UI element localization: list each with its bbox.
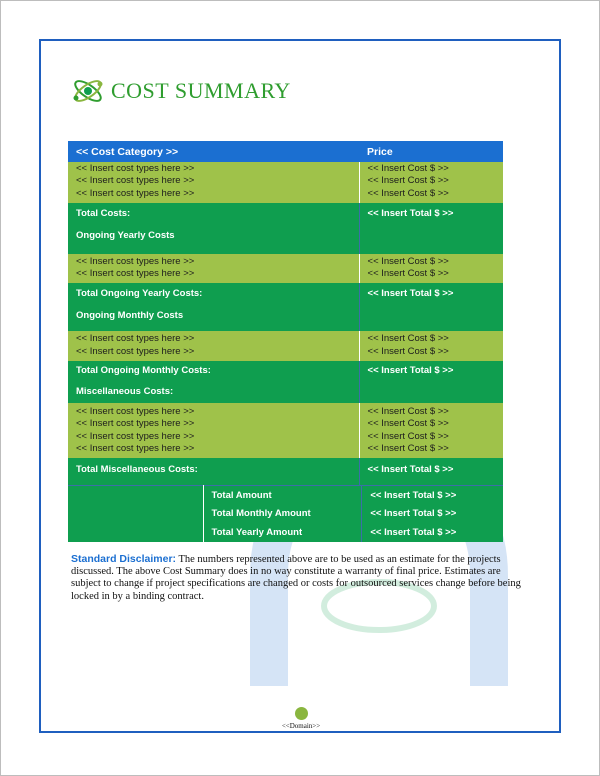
cost-type-cell: << Insert cost types here >> bbox=[76, 255, 195, 267]
section-total-label: Total Ongoing Yearly Costs: bbox=[76, 288, 203, 300]
cost-type-cell: << Insert cost types here >> bbox=[76, 442, 195, 454]
cost-price-cell: << Insert Cost $ >> bbox=[367, 442, 449, 454]
grand-totals-table bbox=[68, 485, 503, 542]
section-total-row bbox=[68, 283, 503, 331]
grand-total-label: Total Amount bbox=[203, 486, 362, 505]
section-total-label: Total Ongoing Monthly Costs: bbox=[76, 365, 211, 377]
grand-total-value: << Insert Total $ >> bbox=[362, 486, 503, 505]
cost-price-cell: << Insert Cost $ >> bbox=[367, 430, 449, 442]
cost-type-cell: << Insert cost types here >> bbox=[76, 406, 195, 418]
section-total-value: << Insert Total $ >> bbox=[359, 203, 503, 254]
cost-items-row bbox=[68, 254, 503, 284]
grand-total-row bbox=[68, 523, 503, 542]
grand-total-label: Total Monthly Amount bbox=[203, 505, 362, 524]
section-total-row bbox=[68, 203, 503, 254]
cost-type-cell: << Insert cost types here >> bbox=[76, 175, 195, 187]
cost-type-cell: << Insert cost types here >> bbox=[76, 268, 195, 280]
grand-total-row bbox=[68, 486, 503, 505]
cost-type-cell: << Insert cost types here >> bbox=[76, 418, 195, 430]
cost-price-cell: << Insert Cost $ >> bbox=[367, 175, 449, 187]
disclaimer-label: Standard Disclaimer: bbox=[71, 553, 177, 565]
cost-price-cell: << Insert Cost $ >> bbox=[367, 333, 449, 345]
cost-items-row bbox=[68, 162, 503, 203]
cost-type-cell: << Insert cost types here >> bbox=[76, 345, 195, 357]
section-total-value: << Insert Total $ >> bbox=[359, 283, 503, 331]
cost-price-cell: << Insert Cost $ >> bbox=[367, 268, 449, 280]
cost-price-cell: << Insert Cost $ >> bbox=[367, 163, 449, 174]
cost-price-cell: << Insert Cost $ >> bbox=[367, 406, 449, 418]
grand-total-value: << Insert Total $ >> bbox=[362, 523, 503, 542]
cost-items-row bbox=[68, 331, 503, 361]
footer-domain: <<Domain>> bbox=[281, 722, 321, 730]
atom-logo-icon bbox=[71, 74, 105, 108]
price-column-header: Price bbox=[359, 141, 503, 162]
footer-dot-icon bbox=[295, 707, 308, 720]
cost-summary-table bbox=[68, 141, 503, 490]
table-header-row bbox=[68, 141, 503, 162]
page-title: COST SUMMARY bbox=[111, 78, 291, 103]
section-total-row bbox=[68, 361, 503, 403]
disclaimer-text: The numbers represented above are to be used as an estimate for the projects discussed. The above Cost Summary does in no way constitute a warranty of final price. Estimates are subject to change if project specifications are changed or costs for outsourced services change before being locked in by a binding contract. bbox=[71, 554, 521, 602]
cost-type-cell: << Insert cost types here >> bbox=[76, 430, 195, 442]
section-total-value: << Insert Total $ >> bbox=[359, 458, 503, 490]
cost-type-cell: << Insert cost types here >> bbox=[76, 163, 195, 174]
grand-total-value: << Insert Total $ >> bbox=[362, 505, 503, 524]
section-heading: Ongoing Yearly Costs bbox=[76, 229, 175, 241]
page-header bbox=[71, 71, 291, 111]
category-column-header: << Cost Category >> bbox=[68, 141, 359, 162]
cost-price-cell: << Insert Cost $ >> bbox=[367, 418, 449, 430]
section-total-label: Total Miscellaneous Costs: bbox=[68, 458, 359, 490]
cost-items-row bbox=[68, 403, 503, 458]
cost-type-cell: << Insert cost types here >> bbox=[76, 333, 195, 345]
cost-type-cell: << Insert cost types here >> bbox=[76, 187, 195, 199]
grand-total-row bbox=[68, 505, 503, 524]
cost-price-cell: << Insert Cost $ >> bbox=[367, 345, 449, 357]
section-total-label: Total Costs: bbox=[76, 207, 131, 219]
grand-total-label: Total Yearly Amount bbox=[203, 523, 362, 542]
section-heading: Miscellaneous Costs: bbox=[76, 386, 174, 398]
cost-price-cell: << Insert Cost $ >> bbox=[367, 255, 449, 267]
standard-disclaimer bbox=[71, 553, 521, 603]
section-total-value: << Insert Total $ >> bbox=[359, 361, 503, 403]
cost-price-cell: << Insert Cost $ >> bbox=[367, 187, 449, 199]
section-heading: Ongoing Monthly Costs bbox=[76, 310, 184, 322]
